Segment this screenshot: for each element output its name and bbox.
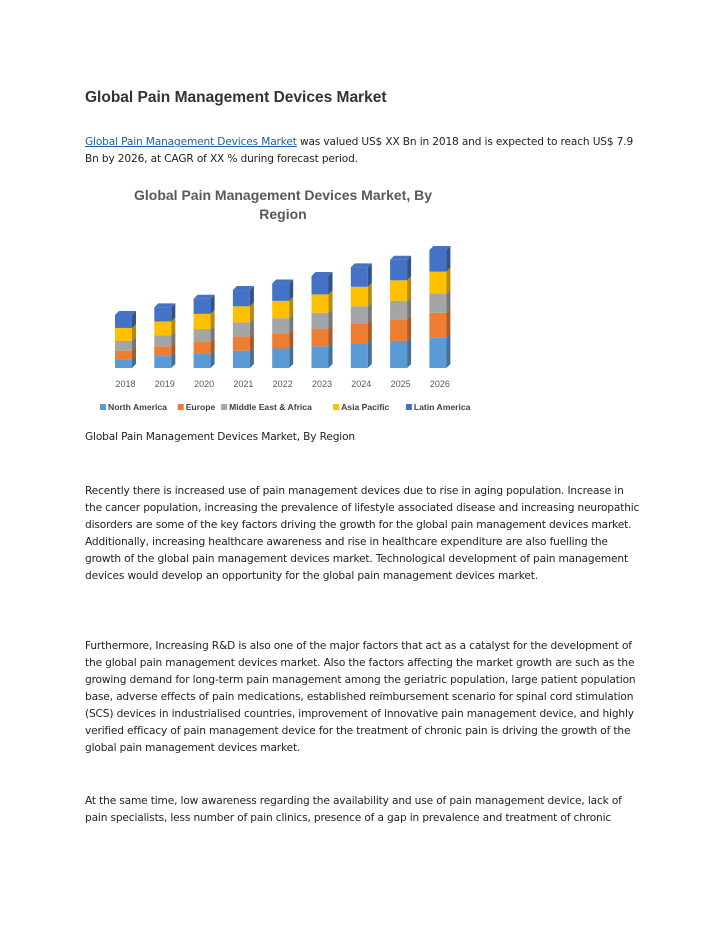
x-tick-label-2023: 2023 — [311, 379, 333, 389]
intro-text: was valued US$ XX Bn in 2018 and is expected to reach US$ 7.9 Bn by 2026, at CAGR of XX % during forecast period. — [85, 136, 634, 165]
bar-2020-asia-pacific — [194, 314, 211, 329]
legend-label-latin-america: Latin America — [413, 402, 471, 412]
intro-paragraph — [85, 134, 640, 168]
chart-title-line-1: Global Pain Management Devices Market, By — [134, 187, 432, 203]
bar-side-2026-1 — [446, 309, 450, 338]
legend-label-asia-pacific: Asia Pacific — [341, 402, 390, 412]
x-tick-label-2020: 2020 — [194, 379, 215, 389]
x-tick-label-2024: 2024 — [351, 379, 372, 389]
market-report-link[interactable]: Global Pain Management Devices Market — [85, 136, 297, 148]
bar-2018-latin-america — [115, 315, 132, 328]
chart-caption: Global Pain Management Devices Market, By Region — [85, 431, 355, 443]
bar-2019-asia-pacific — [154, 321, 171, 335]
bar-2019-middle-east-africa — [154, 336, 171, 347]
bar-side-2026-4 — [446, 246, 450, 272]
bar-2026-europe — [429, 313, 446, 338]
page-title: Global Pain Management Devices Market — [85, 89, 387, 106]
x-tick-label-2018: 2018 — [115, 379, 136, 389]
bar-2023-north-america — [312, 346, 329, 368]
bar-2021-europe — [233, 337, 250, 351]
bar-side-2024-3 — [368, 283, 372, 306]
stacked-bar-chart — [85, 180, 485, 420]
bar-side-2025-0 — [407, 337, 411, 368]
bar-2024-north-america — [351, 343, 368, 368]
x-tick-label-2025: 2025 — [390, 379, 411, 389]
bar-2026-north-america — [429, 338, 446, 368]
bar-side-2025-3 — [407, 276, 411, 301]
bar-2024-latin-america — [351, 267, 368, 286]
bar-2020-europe — [194, 342, 211, 354]
bar-2025-latin-america — [390, 260, 407, 281]
bar-2023-europe — [312, 329, 329, 346]
bar-2018-middle-east-africa — [115, 341, 132, 351]
bar-2023-middle-east-africa — [312, 313, 329, 329]
bar-2023-latin-america — [312, 276, 329, 294]
bar-side-2026-2 — [446, 289, 450, 312]
bar-2018-asia-pacific — [115, 328, 132, 341]
bar-2020-latin-america — [194, 299, 211, 314]
bar-2025-middle-east-africa — [390, 301, 407, 319]
bar-2022-europe — [272, 333, 289, 348]
bar-side-2024-0 — [368, 339, 372, 368]
bar-2024-middle-east-africa — [351, 306, 368, 323]
bar-2026-asia-pacific — [429, 272, 446, 294]
paragraph-restraints: At the same time, low awareness regarding the availability and use of pain management device, lack of pain specialists, less number of pain clinics, presence of a gap in prevalence and treatment of chronic — [85, 795, 622, 824]
bar-side-2025-4 — [407, 256, 411, 281]
bar-2022-middle-east-africa — [272, 318, 289, 333]
bar-2018-europe — [115, 351, 132, 360]
x-tick-label-2026: 2026 — [429, 379, 450, 389]
bar-2020-north-america — [194, 354, 211, 368]
legend-swatch-europe — [178, 404, 184, 410]
bar-side-2026-0 — [446, 334, 450, 368]
x-tick-label-2019: 2019 — [154, 379, 175, 389]
legend-swatch-north-america — [100, 404, 106, 410]
bar-2025-europe — [390, 319, 407, 341]
bar-2021-middle-east-africa — [233, 323, 250, 337]
bar-2021-asia-pacific — [233, 306, 250, 322]
bar-2020-middle-east-africa — [194, 329, 211, 342]
x-tick-label-2021: 2021 — [233, 379, 254, 389]
legend-label-europe: Europe — [185, 402, 216, 412]
chart-title-line-2: Region — [259, 206, 307, 222]
bar-side-2025-1 — [407, 315, 411, 341]
paragraph-factors: Furthermore, Increasing R&D is also one of the major factors that act as a catalyst for the development of the global pain management devices market. Also the factors affecting the market growth are such as the growing demand for long-term pain management among the geriatric population, large patient population base, adverse effects of pain medications, established reimbursement scenario for spinal cord stimulation (SCS) devices in industrialised countries, improvement of innovative pain management device, and highly verified efficacy of pain management device for the treatment of chronic pain is driving the growth of the global pain management devices market. — [85, 640, 636, 754]
paragraph-drivers: Recently there is increased use of pain management devices due to rise in aging population. Increase in the cancer population, increasing the prevalence of lifestyle associated disease and increasing neuropathic disorders are some of the key factors driving the growth for the global pain management devices market. Additionally, increasing healthcare awareness and rise in healthcare expenditure are also fuelling the growth of the global pain management devices market. Technological development of pain management devices would develop an opportunity for the global pain management devices market. — [85, 485, 640, 582]
bar-2026-middle-east-africa — [429, 293, 446, 312]
x-tick-label-2022: 2022 — [272, 379, 293, 389]
bar-2025-asia-pacific — [390, 280, 407, 301]
bar-2021-latin-america — [233, 290, 250, 306]
bar-2018-north-america — [115, 359, 132, 368]
bar-2024-asia-pacific — [351, 287, 368, 306]
bar-side-2024-1 — [368, 320, 372, 343]
bar-side-2024-4 — [368, 263, 372, 286]
bar-2022-latin-america — [272, 284, 289, 301]
bar-2022-asia-pacific — [272, 301, 289, 318]
bar-2024-europe — [351, 324, 368, 343]
legend-swatch-latin-america — [406, 404, 412, 410]
bar-2022-north-america — [272, 349, 289, 368]
legend-swatch-asia-pacific — [333, 404, 339, 410]
legend-label-north-america: North America — [108, 402, 167, 412]
bar-2026-latin-america — [429, 250, 446, 272]
bar-2023-asia-pacific — [312, 294, 329, 312]
bar-side-2023-0 — [329, 342, 333, 368]
bar-2025-north-america — [390, 341, 407, 368]
bar-side-2022-0 — [289, 345, 293, 368]
bar-2021-north-america — [233, 351, 250, 368]
legend-swatch-middle-east-africa — [221, 404, 227, 410]
legend-label-middle-east-africa: Middle East & Africa — [229, 402, 312, 412]
bar-2019-latin-america — [154, 307, 171, 321]
bar-side-2026-3 — [446, 268, 450, 294]
bar-2019-europe — [154, 346, 171, 356]
bar-2019-north-america — [154, 356, 171, 368]
